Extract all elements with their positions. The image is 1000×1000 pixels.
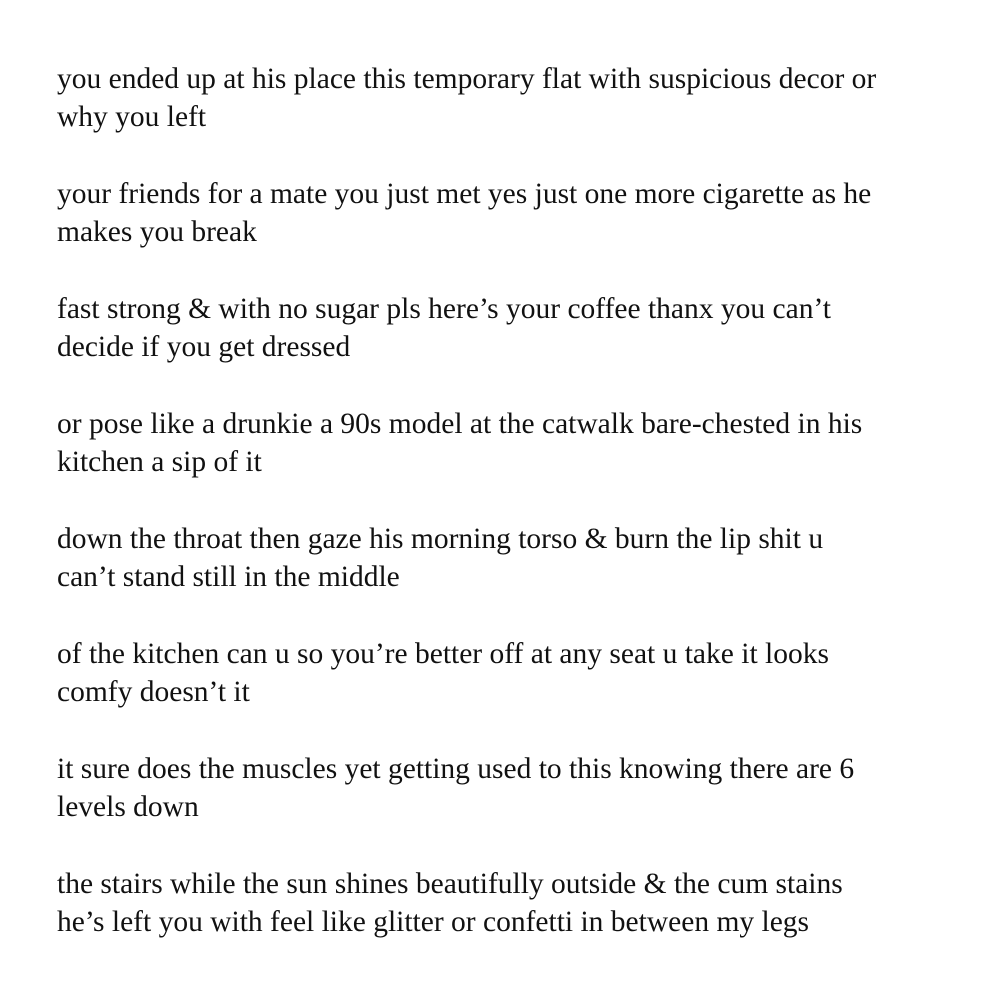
stanza-6-line-2: comfy doesn’t it [57,676,250,708]
stanza-2 [57,175,957,251]
stanza-7-line-2: levels down [57,791,199,823]
stanza-1-line-1: you ended up at his place this temporary flat with suspicious decor or [57,63,877,95]
stanza-7-line-1: it sure does the muscles yet getting used to this knowing there are 6 [57,753,855,785]
stanza-4-line-2: kitchen a sip of it [57,446,262,478]
stanza-6 [57,635,957,711]
stanza-2-line-2: makes you break [57,216,257,248]
stanza-2-line-1: your friends for a mate you just met yes just one more cigarette as he [57,178,872,210]
stanza-1-line-2: why you left [57,101,207,133]
stanza-5-line-1: down the throat then gaze his morning torso & burn the lip shit u [57,523,824,555]
stanza-3 [57,290,957,366]
stanza-6-line-1: of the kitchen can u so you’re better off at any seat u take it looks [57,638,829,670]
stanza-7 [57,750,957,826]
stanza-1 [57,60,957,136]
stanza-4-line-1: or pose like a drunkie a 90s model at the catwalk bare-chested in his [57,408,863,440]
stanza-4 [57,405,957,481]
stanza-3-line-1: fast strong & with no sugar pls here’s your coffee thanx you can’t [57,293,831,325]
stanza-3-line-2: decide if you get dressed [57,331,351,363]
stanza-8-line-1: the stairs while the sun shines beautifully outside & the cum stains [57,868,843,900]
stanza-5 [57,520,957,596]
stanza-8 [57,865,957,941]
stanza-8-line-2: he’s left you with feel like glitter or confetti in between my legs [57,906,810,938]
poem-text [57,60,957,980]
stanza-5-line-2: can’t stand still in the middle [57,561,400,593]
